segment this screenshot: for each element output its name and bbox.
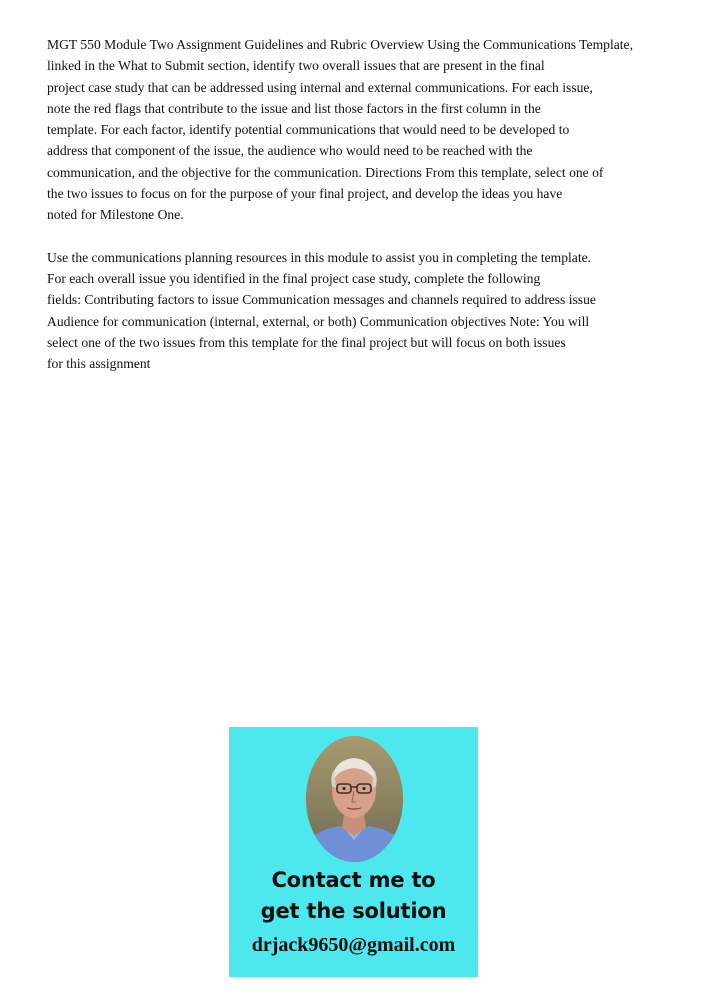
document-body: [47, 34, 687, 374]
text-line: for this assignment: [47, 356, 151, 372]
text-line: linked in the What to Submit section, identify two overall issues that are present in the final: [47, 58, 545, 74]
text-line: MGT 550 Module Two Assignment Guidelines and Rubric Overview Using the Communications Template,: [47, 37, 633, 52]
paragraph-1: [47, 34, 687, 226]
ad-headline-line-2: get the solution: [260, 899, 447, 923]
text-line: communication, and the objective for the communication. Directions From this template, select one of: [47, 164, 604, 180]
text-line: project case study that can be addressed using internal and external communications. For each issue,: [47, 79, 593, 95]
text-line: For each overall issue you identified in the final project case study, complete the following: [47, 270, 541, 286]
text-line: Use the communications planning resources in this module to assist you in completing the template.: [47, 249, 592, 265]
paragraph-2: [47, 247, 687, 375]
text-line: Audience for communication (internal, external, or both) Communication objectives Note: You will: [47, 313, 590, 329]
contact-email: drjack9650@gmail.com: [251, 934, 456, 956]
contact-advert: [229, 727, 478, 977]
text-line: template. For each factor, identify potential communications that would need to be developed to: [47, 122, 570, 138]
person-portrait-icon: [306, 736, 403, 862]
text-line: select one of the two issues from this template for the final project but will focus on both issues: [47, 334, 566, 350]
text-line: the two issues to focus on for the purpose of your final project, and develop the ideas you have: [47, 186, 563, 202]
text-line: address that component of the issue, the audience who would need to be reached with the: [47, 143, 533, 159]
text-line: fields: Contributing factors to issue Communication messages and channels required to address issue: [47, 292, 596, 308]
text-line: note the red flags that contribute to the issue and list those factors in the first column in the: [47, 100, 541, 116]
text-line: noted for Milestone One.: [47, 207, 184, 223]
ad-headline-line-1: Contact me to: [271, 868, 436, 892]
